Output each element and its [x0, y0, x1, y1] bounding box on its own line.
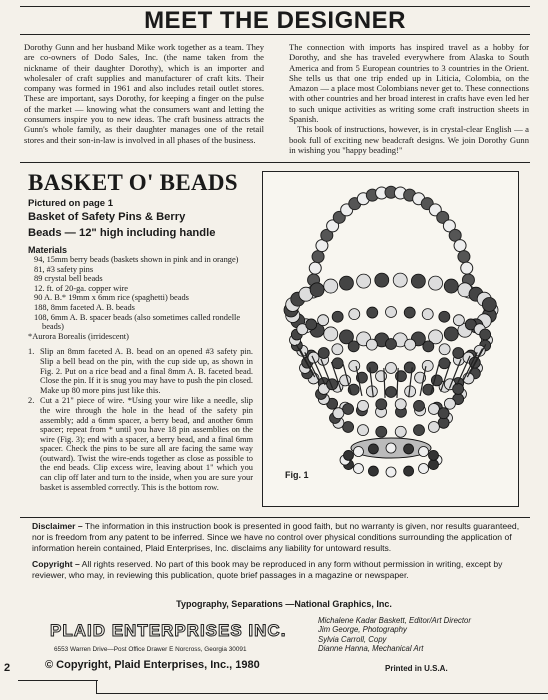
base-bead	[428, 460, 438, 470]
intro-right-paragraph-2: This book of instructions, however, is in crystal-clear English — a book full of exciting new beadcraft designs. We join Dorothy Gunn in wishing you "happy beading!"	[289, 124, 529, 155]
basket-bead	[482, 297, 496, 311]
basket-bead	[438, 408, 449, 419]
basket-bead	[393, 273, 407, 287]
base-bead	[344, 450, 354, 460]
corner-rule	[96, 680, 97, 694]
legal-divider	[20, 517, 530, 518]
basket-bead	[349, 309, 360, 320]
base-bead	[368, 466, 378, 476]
step-item	[28, 396, 253, 492]
basket-bead	[386, 363, 397, 374]
material-item: 90 A. B.* 19mm x 6mm rice (spaghetti) beads	[34, 293, 189, 303]
basket-bead	[429, 276, 443, 290]
page-number: 2	[4, 662, 11, 674]
publisher-address: 6553 Warren Drive—Post Office Drawer E Norcross, Georgia 30091	[54, 646, 247, 653]
materials-footnote: *Aurora Borealis (irridescent)	[28, 331, 129, 341]
credit-line: Michalene Kadar Baskett, Editor/Art Director	[318, 616, 471, 625]
basket-bead	[414, 400, 425, 411]
copyright-text: All rights reserved. No part of this book may be reproduced in any form without permission in writing, except by reviewer, who may, in reviewing this publication, quote brief passages in a magazine or newspaper.	[32, 559, 503, 580]
basket-bead	[411, 274, 425, 288]
basket-bead	[357, 274, 371, 288]
basket-bead	[367, 362, 378, 373]
base-bead	[428, 450, 438, 460]
copyright-notice	[32, 559, 527, 581]
basket-bead	[332, 344, 343, 355]
pictured-note: Pictured on page 1	[28, 198, 113, 209]
basket-bead	[386, 387, 397, 398]
publisher-logo: PLAID ENTERPRISES INC.	[50, 621, 287, 640]
material-item: 89 crystal bell beads	[34, 274, 103, 284]
recipe-section	[28, 170, 253, 493]
base-bead	[419, 463, 429, 473]
basket-bead	[453, 348, 464, 359]
step-number: 1.	[28, 347, 35, 357]
basket-bead	[422, 309, 433, 320]
basket-bead	[310, 283, 324, 297]
section-divider	[20, 162, 530, 163]
materials-heading: Materials	[28, 245, 68, 255]
handle-bead	[454, 240, 466, 252]
printed-in: Printed in U.S.A.	[385, 664, 448, 673]
basket-bead	[423, 341, 434, 352]
step-text: Slip an 8mm faceted A. B. bead on an opened #3 safety pin. Slip a bell bead on the pin, with the cup side up, as shown in Fig. 2. Put on a rice bead and a final 8mm A. B. faceted bead. Close the pin. If it is snug you may have to push the pin closed. Make up 80 more pins just like this.	[40, 347, 253, 395]
credit-line: Jim George, Photography	[318, 625, 407, 635]
basket-bead	[395, 426, 406, 437]
disclaimer	[32, 521, 527, 554]
typography-credit: Typography, Separations —National Graphics, Inc.	[176, 599, 392, 609]
corner-rule	[18, 680, 98, 681]
basket-bead	[366, 339, 377, 350]
basket-bead	[332, 311, 343, 322]
basket-bead	[332, 358, 343, 369]
material-item: 12. ft. of 20-ga. copper wire	[34, 283, 128, 293]
handle-bead	[312, 251, 324, 263]
intro-left-column	[24, 42, 264, 155]
basket-bead	[375, 273, 389, 287]
basket-bead	[318, 348, 329, 359]
basket-bead	[439, 358, 450, 369]
base-bead	[368, 444, 378, 454]
staff-credits	[318, 616, 471, 654]
recipe-subtitle-2: Beads — 12" high including handle	[28, 227, 216, 239]
basket-bead	[348, 341, 359, 352]
basket-bead	[376, 426, 387, 437]
base-bead	[419, 447, 429, 457]
basket-bead	[324, 327, 338, 341]
intro-section	[24, 42, 529, 155]
basket-bead	[480, 329, 491, 340]
legal-section	[32, 521, 527, 586]
basket-bead	[414, 425, 425, 436]
basket-illustration	[263, 172, 520, 508]
base-bead	[353, 463, 363, 473]
base-bead	[353, 447, 363, 457]
figure-label: Fig. 1	[285, 470, 309, 480]
copyright-label: Copyright –	[32, 559, 80, 569]
material-item: 94, 15mm berry beads (baskets shown in pink and in orange)	[34, 255, 239, 264]
basket-bead	[444, 327, 458, 341]
basket-bead	[453, 315, 464, 326]
basket-bead	[395, 399, 406, 410]
basket-bead	[339, 276, 353, 290]
basket-bead	[422, 360, 433, 371]
handle-bead	[309, 262, 321, 274]
basket-bead	[376, 399, 387, 410]
materials-list	[28, 255, 253, 332]
basket-bead	[439, 344, 450, 355]
steps-list	[28, 347, 253, 492]
handle-bead	[461, 262, 473, 274]
basket-bead	[404, 362, 415, 373]
basket-bead	[367, 307, 378, 318]
basket-bead	[453, 383, 464, 394]
basket-bead	[439, 311, 450, 322]
basket-bead	[444, 279, 458, 293]
basket-bead	[386, 307, 397, 318]
handle-bead	[458, 251, 470, 263]
basket-bead	[428, 421, 439, 432]
material-item: 81, #3 safety pins	[34, 264, 94, 274]
corner-rule	[96, 693, 548, 694]
figure-basket	[262, 171, 519, 507]
page-title: MEET THE DESIGNER	[144, 7, 406, 34]
basket-bead	[358, 425, 369, 436]
basket-bead	[404, 307, 415, 318]
basket-bead	[386, 339, 397, 350]
material-item: 108, 6mm A. B. spacer beads (also sometimes called rondelle beads)	[34, 312, 241, 332]
disclaimer-label: Disclaimer –	[32, 521, 83, 531]
basket-bead	[405, 339, 416, 350]
recipe-subtitle-1: Basket of Safety Pins & Berry	[28, 211, 186, 223]
step-number: 2.	[28, 396, 35, 406]
basket-bead	[318, 315, 329, 326]
base-bead	[404, 444, 414, 454]
basket-bead	[444, 398, 455, 409]
base-bead	[386, 443, 396, 453]
disclaimer-text: The information in this instruction book is presented in good faith, but no warranty is given, nor results guaranteed, nor is freedom from any patent to be inferred. Since we have no control over physical conditions surrounding the application of information herein contained, Plaid Enterprises, Inc. disclaims any liability for untoward results.	[32, 521, 520, 553]
title-box	[20, 7, 530, 35]
material-item: 188, 8mm faceted A. B. beads	[34, 302, 135, 312]
intro-right-column	[289, 42, 529, 155]
footer-copyright: © Copyright, Plaid Enterprises, Inc., 1980	[45, 659, 260, 671]
step-text: Cut a 21" piece of wire. *Using your wire like a needle, slip the wire through the hole in the head of the safety pin assembly; add a 6mm spacer, a berry bead, and another 6mm spacer; repeat from * until you have 18 pin assemblies on the wire (Fig. 3); end with a spacer, a berry bead, and a final 6mm spacer. Check the pins to be sure all are facing the same way (outward). Twist the wire-ends together as close as possible to the end beads. Clip excess wire, leaving about 1" which you can clip off later and turn to the inside, when you are sure your basket is assembled correctly. This is the bottom row.	[40, 396, 253, 492]
basket-bead	[343, 404, 354, 415]
base-bead	[386, 467, 396, 477]
basket-bead	[324, 279, 338, 293]
credit-line: Dianne Hanna, Mechanical Art	[318, 644, 424, 654]
credit-line: Sylvia Carroll, Copy	[318, 634, 387, 644]
intro-left-paragraph: Dorothy Gunn and her husband Mike work together as a team. They are co-owners of Dodo Sales, Inc. (the name taken from the nickname of their daughter Dorothy), which is an importer and wholesaler of craft supplies and manufacturer of craft kits. Their company was formed in 1961 and also includes retail outlet stores. These are important, says Dorothy, for keeping a finger on the pulse of the market — knowing what the consumers want and letting the consumers inspire you to new ideas. The craft business attracts the Gunn's whole family, as their daughter manages one of the retail stores and their son-in-law is involved in all phases of the business.	[24, 42, 264, 145]
intro-right-paragraph-1: The connection with imports has inspired travel as a hobby for Dorothy, and she has traveled everywhere from Alaska to South America and from 5 European countries to 3 countries in the Orient. She tells us that one trip ended up in Liticia, Colombia, on the Amazon — a place most Colombians never get to. These connections with other countries and her broad interest in crafts have even led her to such unique activities as writing some craft instruction sheets in Spanish.	[289, 42, 529, 125]
basket-bead	[306, 319, 317, 330]
step-item	[28, 347, 253, 395]
basket-bead	[349, 360, 360, 371]
basket-bead	[358, 400, 369, 411]
base-bead	[404, 466, 414, 476]
recipe-title: BASKET O' BEADS	[28, 170, 238, 195]
